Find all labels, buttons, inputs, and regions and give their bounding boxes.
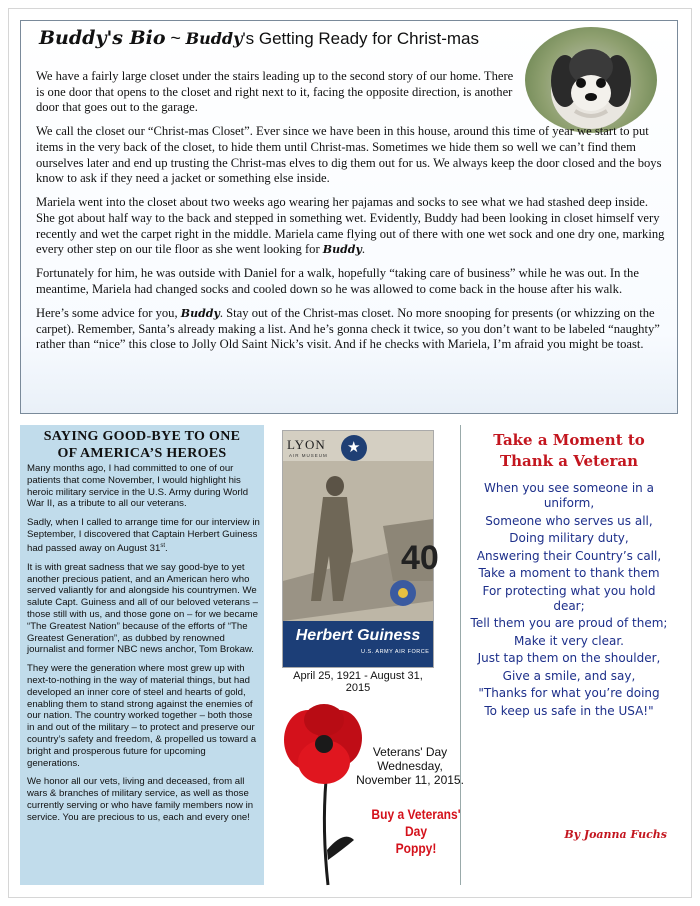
- heroes-title-line: SAYING GOOD-BYE TO ONE: [43, 429, 241, 444]
- poem-line: "Thanks for what you’re doing: [478, 686, 660, 701]
- poem-author: By Joanna Fuchs: [564, 828, 667, 841]
- poem-line: Just tap them on the shoulder,: [477, 651, 661, 666]
- poem-line: Take a moment to thank them: [478, 566, 660, 581]
- bio-title-name2: Buddy: [185, 29, 243, 48]
- heroes-paragraph: [27, 517, 261, 555]
- heroes-paragraph-end: .: [165, 542, 168, 554]
- bio-paragraph-text: Here’s some advice for you,: [36, 306, 178, 321]
- bio-title-sep: ~: [170, 28, 181, 48]
- poem-line: For protecting what you hold dear;: [482, 583, 656, 613]
- bio-paragraph-end: .: [361, 242, 366, 257]
- poem-line: Doing military duty,: [509, 531, 629, 546]
- buy-poppy-text: [371, 806, 460, 857]
- poem-title: [461, 430, 677, 472]
- heroes-paragraph: They were the generation where most grew up with next-to-nothing in the way of material things, but had developed an inner core of steel and hearts of gold, enabling them to stand strong against the enemies of our nation. The country worked together – both those in and out of the military – to protect and preserve our country’s safety and freedom, & propelled us toward a bright and prosperous future for upcoming generations.: [27, 663, 257, 769]
- bio-body: [36, 69, 666, 361]
- poem-line: Someone who serves us all,: [485, 513, 653, 528]
- poem-line: When you see someone in a uniform,: [484, 481, 654, 511]
- bio-paragraph: [36, 195, 666, 257]
- veteran-dates: April 25, 1921 - August 31, 2015: [293, 670, 423, 694]
- veteran-photo: [282, 430, 439, 668]
- bio-paragraph-text: . Stay out of the Christ-mas closet. No more snooping for presents (or whizzing on the carpet). Remember, Santa’s already making a list. And he’s gonna check it twice, so you don’t want to be labeled “naughty” rather than “nice” this close to Jolly Old Saint Nick’s visit. And if he checks with Mariela, I’m afraid you might be toast.: [36, 306, 660, 352]
- poem-line: Make it very clear.: [514, 633, 624, 648]
- heroes-paragraph: It is with great sadness that we say good-bye to yet another precious patient, and an American hero who served valiantly for and alongside his countrymen. We salute Capt. Guiness and all of our beloved veterans – those still with us, and those gone on – for we became “The Greatest Nation” because of the efforts of “The Greatest Generation”, as dubbed by renowned journalist and former NBC news anchor, Tom Brokaw.: [27, 561, 258, 656]
- star-logo-icon: ★: [341, 435, 367, 461]
- veterans-day-line: Veterans' Day: [372, 745, 448, 759]
- veterans-day-line: Wednesday,: [377, 759, 443, 773]
- poem-line: Tell them you are proud of them;: [470, 616, 668, 631]
- buy-poppy-line: Poppy!: [395, 840, 437, 856]
- veteran-name: Herbert Guiness: [295, 627, 421, 644]
- bio-paragraph: We have a fairly large closet under the stairs leading up to the second story of our home. There is one door that opens to the closet and right next to it, facing the opposite direction, is another door that goes out to the garage.: [36, 69, 514, 115]
- poem-line: To keep us safe in the USA!": [484, 703, 654, 718]
- heroes-section: [20, 425, 264, 885]
- bio-title-rest: 's Getting Ready for Christ-mas: [242, 29, 480, 48]
- museum-logo-sub: AIR MUSEUM: [289, 453, 328, 458]
- museum-logo: LYON: [287, 437, 326, 452]
- veterans-day-line: November 11, 2015.: [356, 773, 464, 787]
- poem-title-line: Take a Moment to: [493, 431, 645, 449]
- poppy-icon: [282, 700, 362, 885]
- buy-poppy-line: Buy a Veterans' Day: [371, 806, 461, 839]
- heroes-paragraph: We honor all our vets, living and deceased, from all wars & branches of military service, as well as those currently serving or who have family members now in service. You are precious to us, each and every one!: [27, 776, 254, 823]
- heroes-title: [20, 428, 264, 462]
- veteran-branch: U.S. ARMY AIR FORCE: [361, 649, 430, 655]
- buddy-name: Buddy: [322, 243, 362, 257]
- heroes-title-line: OF AMERICA’S HEROES: [57, 446, 227, 461]
- bio-section: [20, 20, 678, 414]
- bio-paragraph-text: Mariela went into the closet about two weeks ago wearing her pajamas and socks to see what we had stashed deep inside. She got about half way to the back and stepped in something wet. Evidently, Buddy had been looking in closet himself very recently and wet the carpet right in the middle. Mariela came flying out of there with one wet sock and one dry one, marking every other step on our tile floor as she went looking for: [36, 195, 665, 257]
- poem-title-line: Thank a Veteran: [499, 452, 639, 470]
- poppy-flower-icon: [282, 700, 362, 885]
- poem-line: Answering their Country’s call,: [476, 548, 662, 563]
- heroes-paragraph: Many months ago, I had committed to one of our patients that come November, I would highlight his heroic military service in the U.S. Army during World War II, as a tribute to all our veterans.: [27, 463, 249, 510]
- bio-paragraph: We call the closet our “Christ-mas Closet”. Ever since we have been in this house, around this time of year we start to put items in the very back of the closet, to hide them until Christ-mas. Sometimes we hide them so well we can’t find them ourselves later and end up trusting the Christ-mas elves to dig them out for us. We always keep the door closed and the boys know to ask if they need a jacket or something else inside.: [36, 124, 662, 186]
- veterans-day-notice: [354, 745, 466, 787]
- bio-title-name: Buddy's Bio: [39, 27, 166, 49]
- bio-paragraph: Fortunately for him, he was outside with Daniel for a walk, hopefully “taking care of business” while he was out. In the meantime, Mariela had changed socks and cooled down so he was allowed to come back in the house after his walk.: [36, 266, 639, 296]
- bio-title: [39, 27, 479, 50]
- poem-lines: [465, 481, 673, 721]
- bio-paragraph: [36, 306, 666, 353]
- heroes-paragraph-text: Sadly, when I called to arrange time for our interview in September, I discovered that Captain Herbert Guiness had passed away on August 31: [27, 517, 260, 554]
- heroes-sup: st: [160, 542, 166, 549]
- poem-section: [460, 425, 677, 885]
- poem-line: Give a smile, and say,: [502, 668, 636, 683]
- buddy-name: Buddy: [180, 307, 220, 321]
- svg-text:40: 40: [401, 539, 439, 577]
- heroes-body: [27, 463, 261, 831]
